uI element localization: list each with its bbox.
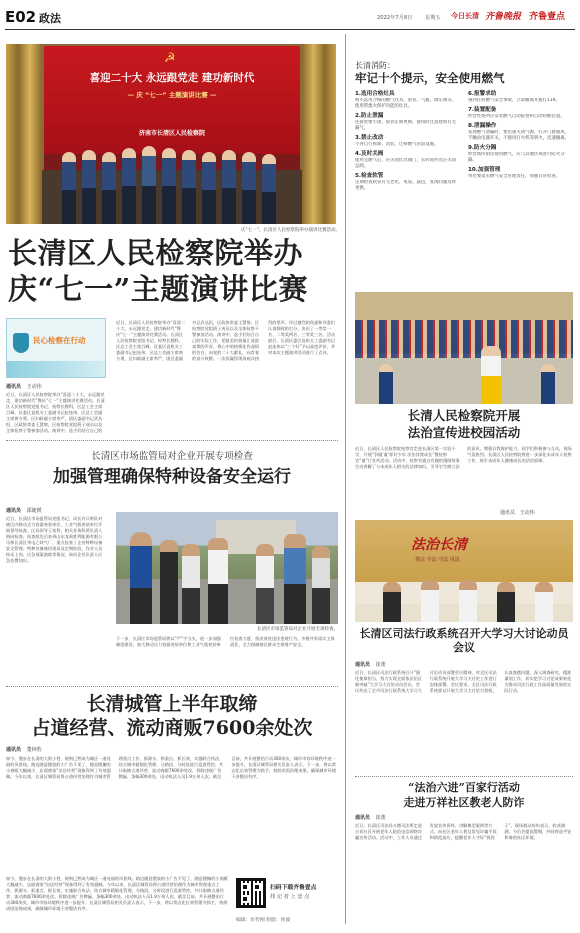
fire-tip-text: 使用完燃气后，应关闭灶具阀门，长时间外出应关闭总阀。 — [355, 158, 456, 169]
fire-tip-title: 7.装置配备 — [468, 107, 497, 113]
urban-headline-line-2: 占道经营、流动商贩7600余处次 — [31, 717, 313, 739]
edition-name: 今日长清 — [451, 12, 479, 20]
fire-tip-title: 9.防火分隔 — [468, 145, 497, 151]
lead-photo — [6, 44, 336, 224]
party-emblem-icon: ☭ — [164, 51, 176, 66]
curtain-right — [302, 44, 336, 224]
fire-tip-title: 5.检查软管 — [355, 173, 384, 179]
fire-tip-title: 8.泄漏操作 — [468, 123, 497, 129]
column-logo — [6, 318, 106, 378]
fire-tip-text: 单位要落实燃气安全管理责任，加强日常检查。 — [468, 174, 561, 179]
logo-title: 民心检察在行动 — [33, 336, 86, 345]
market-body-left: 近日，长清区市场监管局党组书记、局长许兵带队对辖区内移动式力容器充装单位、工业气瓶充装单位开展督导检查。区局领导王家利、相关业务科所负责人陪同检查。检查组先后来到山东龙禹胜利能源有限公司和长清区李屯乙炔气厂，重点检查了企业特种设备安全管理、特种设备使用现场及定期检验、作业人员持证上岗、应急预案演练等情况，询问企业负责人应急处置知识。 — [6, 516, 103, 563]
audience-rows — [355, 320, 573, 358]
fire-tip-title: 3.禁止改动 — [355, 135, 384, 141]
market-byline — [6, 507, 42, 514]
fire-tip — [468, 90, 573, 104]
fire-tip — [468, 144, 573, 164]
fire-kicker: 长清消防： — [355, 61, 395, 70]
fire-tip-text: 发现燃气泄漏时，要迅速关闭气源，打开门窗通风，不触动电器开关，不使用打火机等明火，迅速撤离。 — [468, 130, 569, 141]
brand-logo: 齐鲁壹点 — [529, 12, 566, 22]
campus-body: 近日，长清区人民检察院检察官走进长清区第一实验小学，开展“争做‘童’样好少年 法治伴我成长”暨检察官“童”行宣传活动。活动中，检察官通过有趣的漫画故事生动讲解了与未成年人相关的法律知识，引导学生树立法治意识，增强自我保护能力。同学们积极参与互动，现场气氛热烈。长清区人民检察院将进一步深化未成年人检察工作，筑牢未成年人健康成长的法治屏障。 — [355, 446, 572, 469]
lead-byline — [6, 383, 42, 390]
fire-tip-title: 6.报警求助 — [468, 91, 497, 97]
paper-logo: 齐鲁晚报 — [485, 12, 522, 22]
byline-label: 通讯员 — [6, 508, 22, 514]
fire-items — [355, 90, 573, 288]
qr-code[interactable] — [236, 878, 266, 908]
fire-tip-text: 购买选用合格的燃气灶具，胶管、气瓶、调压阀等，使用带熄火保护功能的灶具。 — [355, 98, 456, 109]
lead-headline-line-1: 长清区人民检察院举办 — [8, 236, 304, 270]
banner-line-2: — 庆 “七一” 主题演讲比赛 — — [127, 91, 217, 99]
header-rule — [5, 29, 575, 30]
fire-tip — [355, 134, 460, 148]
meeting-backdrop — [355, 520, 573, 582]
urban-body-end: 如今，漫步在长清的大街小巷，规则已然成为城区一道亮丽的风景线。路边随意摆放的小广告不见了，随意摆摊的小商贩大幅减少，店面商家“出店经营”现象得到了有效遏制。今年以来，长清区城管局将占道经营治理作为城市管理重点工作，抓源头、抓重点、抓长效，实施联合执法，结合城市精细化管理，分路段、分时段进行巡查管控，共计取缔占道经营、流动商贩7600余处次，拆除违规广告牌匾、条幅300余处，出动执法人员1.9万余人次。截至目前，共开展整治行动300余次，城市市容环境秩序进一步提升。长清区城管局相关负责人表示，下一步，将以常态化长效管理为抓手，持续巩固治理成果，确保城市环境干净整洁有序。 — [6, 876, 228, 911]
community-byline — [355, 814, 386, 821]
fire-headline: 牢记十个提示，安全使用燃气 — [355, 71, 505, 85]
banner-org: 济南市长清区人民检察院 — [138, 130, 205, 137]
byline-name: 董林豹 — [26, 747, 42, 753]
fire-tip — [355, 172, 460, 192]
section-divider — [6, 440, 338, 441]
group-of-people — [58, 132, 298, 224]
fire-tip-text: 遇到任何燃气安全事故，立即撤离并拨打119。 — [468, 98, 560, 103]
fire-tip-title: 1.选用合格灶具 — [355, 91, 395, 97]
market-headline: 加强管理确保特种设备安全运行 — [53, 467, 291, 487]
urban-body: 如今，漫步在长清的大街小巷，规则已然成为城区一道亮丽的风景线。路边随意摆放的小广告不见了，随意摆摊的小商贩大幅减少，店面商家“出店经营”现象得到了有效遏制。今年以来，长清区城管局将占道经营治理作为城市管理重点工作，抓源头、抓重点、抓长效，实施联合执法，结合城市精细化管理，分路段、分时段进行巡查管控，共计取缔占道经营、流动商贩7600余处次，拆除违规广告牌匾、条幅300余处，出动执法人员1.9万余人次。截至目前，共开展整治行动300余次，城市市容环境秩序进一步提升。长清区城管局相关负责人表示，下一步，将以常态化长效管理为抓手，持续巩固治理成果，确保城市环境干净整洁有序。 — [6, 756, 337, 779]
backdrop-sign: 法治长清 — [411, 537, 467, 553]
urban-byline — [6, 746, 42, 753]
fire-tip — [468, 166, 573, 180]
fire-tip-text: 经营性场所应安装燃气自动报警和自动切断装置。 — [468, 114, 565, 119]
fire-tip-text: 经营场所厨房使用燃气，应与其他区域进行防火分隔。 — [468, 152, 565, 163]
byline-name: 崔蕾 — [375, 815, 386, 821]
politics-byline — [355, 661, 386, 668]
section-divider — [6, 686, 338, 687]
fire-tip-text: 定期检查软管有无老化、龟裂、鼓包，发现问题及时更换。 — [355, 180, 456, 191]
byline-name: 邵婕媛 — [26, 508, 42, 514]
market-body-right: 下一步，长清区市场监管局将以“严”字当头，进一步加强制度建设，加大移动压力容器充装单位和工业气瓶充装单位检查力度，依法查处违法违规行为，多措并举落实主体责任，全力保障辖区群众生命财产安全。 — [116, 636, 335, 647]
byline-name: 王动伟 — [26, 384, 42, 390]
lead-photo-caption: 庆“七一”，长清区人民检察院举办演讲比赛活动。 — [240, 228, 340, 233]
campus-photo — [355, 292, 573, 404]
issue-weekday: 星期五 — [425, 15, 441, 21]
curtain-left — [6, 44, 42, 224]
qr-sublabel: 找 记 者 上 壹 点 — [270, 894, 310, 900]
politics-headline: 长清区司法行政系统召开大学习大讨论动员会议 — [359, 627, 569, 654]
issue-date: 2022年7月8日 — [377, 15, 413, 21]
byline-label: 通讯员 — [355, 815, 371, 821]
backdrop-motto: 尊法 学法 守法 用法 — [415, 557, 460, 563]
byline-name: 王动伟 — [519, 510, 535, 516]
politics-body: 近日，长清区司法行政系统召开“强化使命担当，努力实现全面依法治区新突破”大学习大讨论动员会议。会议传达了全市司法行政系统大学习大讨论动员部署会议精神，对全区司法行政系统开展大学习大讨论工作进行安排部署。会议要求，全区司法行政系统要以开展大学习大讨论为契机，认真查摆问题，深入调查研究，精准谋划工作，切实把学习讨论成果转化为推动司法行政工作高质量发展的实际行动。 — [355, 670, 572, 693]
fire-tip — [355, 150, 460, 170]
market-kicker: 长清区市场监管局对企业开展专项检查 — [91, 451, 253, 462]
fire-tip-title: 2.防止泄漏 — [355, 113, 384, 119]
page-header — [5, 6, 575, 28]
fire-tip-text: 不得自行拆除、改装、迁移燃气管道设施。 — [355, 142, 439, 147]
campus-headline-line-2: 法治宣传进校园活动 — [407, 425, 521, 440]
fire-tip-title: 10.加强管理 — [468, 167, 501, 173]
byline-label: 通讯员 — [355, 662, 371, 668]
section-label: 政法 — [39, 12, 61, 25]
fire-tip-title: 4.及时关阀 — [355, 151, 384, 157]
fire-tip — [468, 122, 573, 142]
fire-tip — [355, 112, 460, 132]
shield-icon — [13, 333, 29, 353]
lead-body-intro: 近日，长清区人民检察院举办“喜迎二十大，永远跟党走，建功新时代”暨庆“七一”主题演讲比赛活动。长清区人民检察院党组书记、检察长穆科，区总工会主席吕峰，区委区直机关工委副书记赵连伟，区总工会副主席黄方勇，区妇联副主席李严，团区委副书记武丛恒，区政协常委王慧黎，区检察院党组班子成员以及全体检察干警参加活动。演讲中，选手们结合自己的 — [6, 392, 105, 433]
campus-headline-line-1: 长清人民检察院开展 — [407, 408, 521, 423]
fire-tip — [468, 106, 573, 120]
community-body: 近日，长清区司法局万德司法所走进万祥社区开展老年人防范电信网络诈骗宣传活动。活动中，工作人员通过发放宣传资料、讲解典型案例等方式，向社区老年人普及常见诈骗手段和防范技巧，提醒老年人守好“钱袋子”。现场群众纷纷表示，收获满满，今后会提高警惕，共同营造平安和谐的社区环境。 — [355, 823, 572, 840]
page-number: E02 — [5, 8, 37, 26]
editor-credit: 编辑：彭传刚 组版：侯波 — [236, 918, 291, 923]
byline-label: 通讯员 — [6, 747, 22, 753]
fire-tip — [355, 90, 460, 110]
byline-label: 通讯员 — [500, 510, 516, 516]
community-headline-line-2: 走进万祥社区教老人防诈 — [403, 796, 525, 809]
lead-body: 近日，长清区人民检察院举办“喜迎二十大，永远跟党走，建功新时代”暨庆“七一”主题演讲比赛活动。长清区人民检察院党组书记、检察长穆科，区总工会主席吕峰，区委区直机关工委副书记赵连伟，区总工会副主席黄方勇，区妇联副主席李严，团区委副书记武丛恒，区政协常委王慧黎，区检察院党组班子成员以及全体检察干警参加活动。演讲中，选手们结合自己的实际工作，把最美的祝福汇成最真挚的声音，将心中的热情化作深情的告白，向党的二十大献礼，向青春的奋斗致敬。一次次赢得现场观众热烈的掌声。经过激烈的角逐和评委们认真细致的打分，决出了一等奖一名、二等奖两名、三等奖三名。活动最后，长清区委区直机关工委副书记赵连伟以“三个好”予以高度评价，并对本次主题演讲活动进行了点评。 — [116, 320, 336, 361]
market-photo — [116, 512, 338, 624]
byline-label: 通讯员 — [6, 384, 22, 390]
community-headline-line-1: “法治六进”百家行活动 — [408, 781, 520, 794]
column-divider — [345, 34, 346, 924]
logo-ribbon — [7, 361, 105, 377]
meeting-photo — [355, 520, 573, 622]
campus-byline — [500, 509, 535, 516]
section-divider — [355, 776, 573, 777]
banner-line-1: 喜迎二十大 永远跟党走 建功新时代 — [89, 72, 255, 84]
lead-headline-line-2: 庆“七一”主题演讲比赛 — [8, 272, 308, 306]
market-photo-caption: 长清区市场监管局对企业开展专项检查。 — [257, 627, 338, 632]
qr-label: 扫码下载齐鲁壹点 — [270, 885, 317, 891]
fire-tip-text: 连接处要牢固，胶管定期更换，使用时注意观察有无漏气。 — [355, 120, 456, 131]
byline-name: 崔蕾 — [375, 662, 386, 668]
urban-headline-line-1: 长清城管上半年取缔 — [86, 693, 258, 715]
